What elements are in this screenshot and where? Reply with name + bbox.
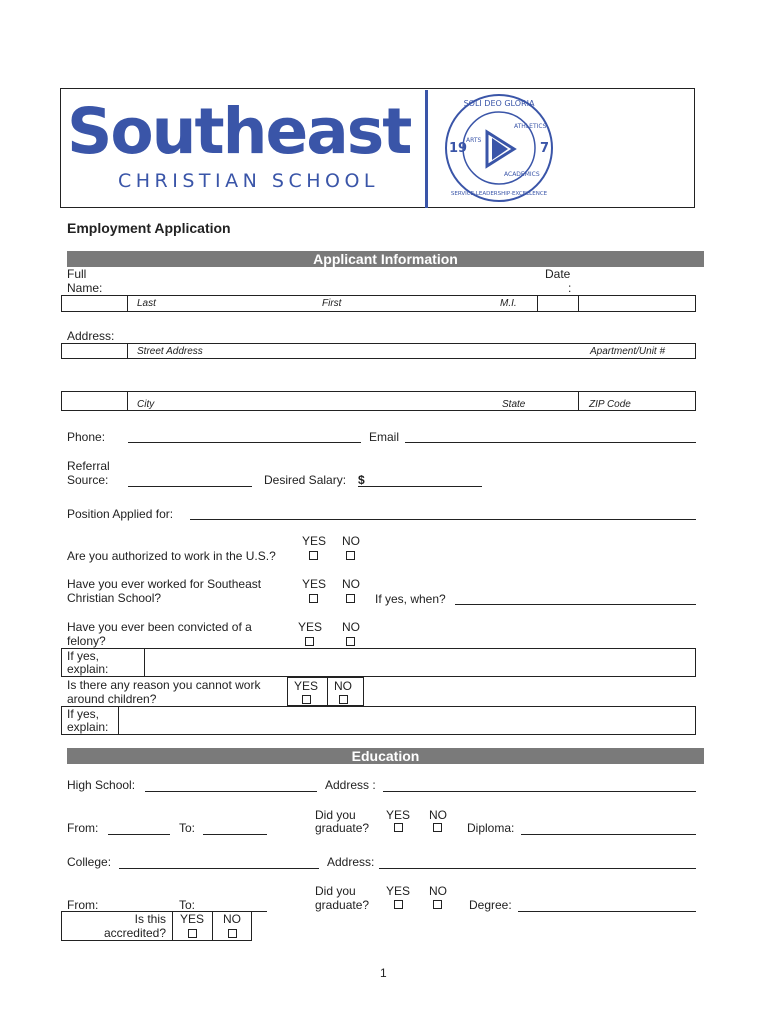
q-worked-1: Have you ever worked for Southeast (67, 577, 262, 591)
section-education: Education (67, 748, 704, 764)
authorized-yes-label: YES (302, 534, 327, 548)
brand-name: Southeast (67, 95, 411, 168)
children-no-checkbox[interactable] (339, 695, 348, 704)
hs-grad-yes-checkbox[interactable] (394, 823, 403, 832)
q-children-1: Is there any reason you cannot work (67, 678, 261, 692)
full-name-label-2: Name: (67, 281, 103, 295)
accredited-yes-checkbox[interactable] (188, 929, 197, 938)
felony-explain-field[interactable] (145, 649, 695, 676)
degree-label: Degree: (469, 898, 512, 912)
worked-no-label: NO (342, 577, 360, 591)
mi-sublabel: M.I. (500, 298, 517, 309)
date-label-1: Date (545, 267, 571, 281)
full-name-label-1: Full (67, 267, 87, 281)
seal-year-left: 19 (449, 141, 468, 156)
college-address-field[interactable] (379, 868, 696, 869)
diploma-label: Diploma: (467, 821, 515, 835)
col-grad-yes-checkbox[interactable] (394, 900, 403, 909)
worked-yes-label: YES (302, 577, 327, 591)
seal-word-arts: ARTS (466, 137, 482, 144)
position-field[interactable] (190, 519, 696, 520)
q-worked-2: Christian School? (67, 591, 162, 605)
children-yes-label: YES (294, 679, 319, 693)
col-to-label: To: (179, 898, 196, 912)
authorized-yes-checkbox[interactable] (309, 551, 318, 560)
first-sublabel: First (322, 298, 342, 309)
date-input[interactable] (579, 296, 695, 311)
accredited-yes-label: YES (180, 912, 205, 926)
email-field[interactable] (405, 442, 696, 443)
email-label: Email (369, 430, 400, 444)
date-label-2: : (568, 281, 572, 295)
salary-currency: $ (358, 473, 365, 487)
brand-subtitle: CHRISTIAN SCHOOL (118, 170, 379, 192)
hs-did-you-2: graduate? (315, 821, 370, 835)
salary-field[interactable] (358, 486, 482, 487)
diploma-field[interactable] (521, 834, 696, 835)
name-last-input-pad[interactable] (62, 296, 127, 311)
if-yes-when-label: If yes, when? (375, 592, 446, 606)
state-sublabel: State (502, 399, 526, 410)
college-address-label: Address: (327, 855, 375, 869)
hs-address-field[interactable] (383, 791, 696, 792)
referral-label-1: Referral (67, 459, 110, 473)
hs-grad-no-checkbox[interactable] (433, 823, 442, 832)
felony-yes-checkbox[interactable] (305, 637, 314, 646)
col-did-you-1: Did you (315, 884, 356, 898)
phone-field[interactable] (128, 442, 361, 443)
felony-if-yes-2: explain: (67, 662, 109, 676)
hs-grad-no-label: NO (429, 808, 447, 822)
apt-sublabel: Apartment/Unit # (590, 346, 666, 357)
salary-label: Desired Salary: (264, 473, 347, 487)
hs-grad-yes-label: YES (386, 808, 411, 822)
accredited-no-checkbox[interactable] (228, 929, 237, 938)
hs-from-field[interactable] (108, 834, 170, 835)
school-seal-icon (440, 92, 558, 204)
phone-label: Phone: (67, 430, 106, 444)
referral-field[interactable] (128, 486, 252, 487)
worked-yes-checkbox[interactable] (309, 594, 318, 603)
college-label: College: (67, 855, 112, 869)
worked-when-field[interactable] (455, 604, 696, 605)
accredited-label-1: Is this (134, 912, 166, 926)
hs-from-label: From: (67, 821, 99, 835)
high-school-field[interactable] (145, 791, 317, 792)
felony-yes-label: YES (298, 620, 323, 634)
authorized-no-checkbox[interactable] (346, 551, 355, 560)
hs-address-label: Address : (325, 778, 376, 792)
position-label: Position Applied for: (67, 507, 174, 521)
city-sublabel: City (137, 399, 155, 410)
felony-if-yes-1: If yes, (67, 649, 100, 663)
zip-sublabel: ZIP Code (589, 399, 631, 410)
degree-field[interactable] (518, 911, 696, 912)
col-grad-no-checkbox[interactable] (433, 900, 442, 909)
children-no-label: NO (334, 679, 352, 693)
authorized-no-label: NO (342, 534, 360, 548)
referral-label-2: Source: (67, 473, 109, 487)
q-authorized: Are you authorized to work in the U.S.? (67, 549, 276, 563)
col-grad-yes-label: YES (386, 884, 411, 898)
page-number: 1 (380, 966, 387, 980)
seal-motto: SOLI DEO GLORIA (463, 99, 535, 108)
children-yes-checkbox[interactable] (302, 695, 311, 704)
felony-no-label: NO (342, 620, 360, 634)
col-did-you-2: graduate? (315, 898, 370, 912)
q-children-2: around children? (67, 692, 157, 706)
q-felony-1: Have you ever been convicted of a (67, 620, 252, 634)
felony-no-checkbox[interactable] (346, 637, 355, 646)
high-school-label: High School: (67, 778, 136, 792)
accredited-no-label: NO (223, 912, 241, 926)
last-sublabel: Last (137, 298, 156, 309)
seal-word-athletics: ATHLETICS (514, 123, 547, 130)
seal-word-academics: ACADEMICS (504, 171, 540, 178)
col-grad-no-label: NO (429, 884, 447, 898)
accredited-label-2: accredited? (103, 926, 166, 940)
hs-to-label: To: (179, 821, 196, 835)
street-sublabel: Street Address (137, 346, 203, 357)
children-if-yes-2: explain: (67, 720, 109, 734)
col-from-label: From: (67, 898, 99, 912)
form-title: Employment Application (67, 220, 231, 236)
worked-no-checkbox[interactable] (346, 594, 355, 603)
address-label: Address: (67, 329, 115, 343)
q-felony-2: felony? (67, 634, 106, 648)
children-explain-field[interactable] (119, 707, 695, 734)
children-if-yes-1: If yes, (67, 707, 100, 721)
section-applicant-info: Applicant Information (67, 251, 704, 267)
hs-did-you-1: Did you (315, 808, 356, 822)
seal-year-right: 7 (540, 141, 550, 156)
hs-to-field[interactable] (203, 834, 267, 835)
college-field[interactable] (119, 868, 319, 869)
seal-values: SERVICE·LEADERSHIP·EXCELLENCE (450, 191, 548, 197)
header-divider (425, 90, 428, 208)
